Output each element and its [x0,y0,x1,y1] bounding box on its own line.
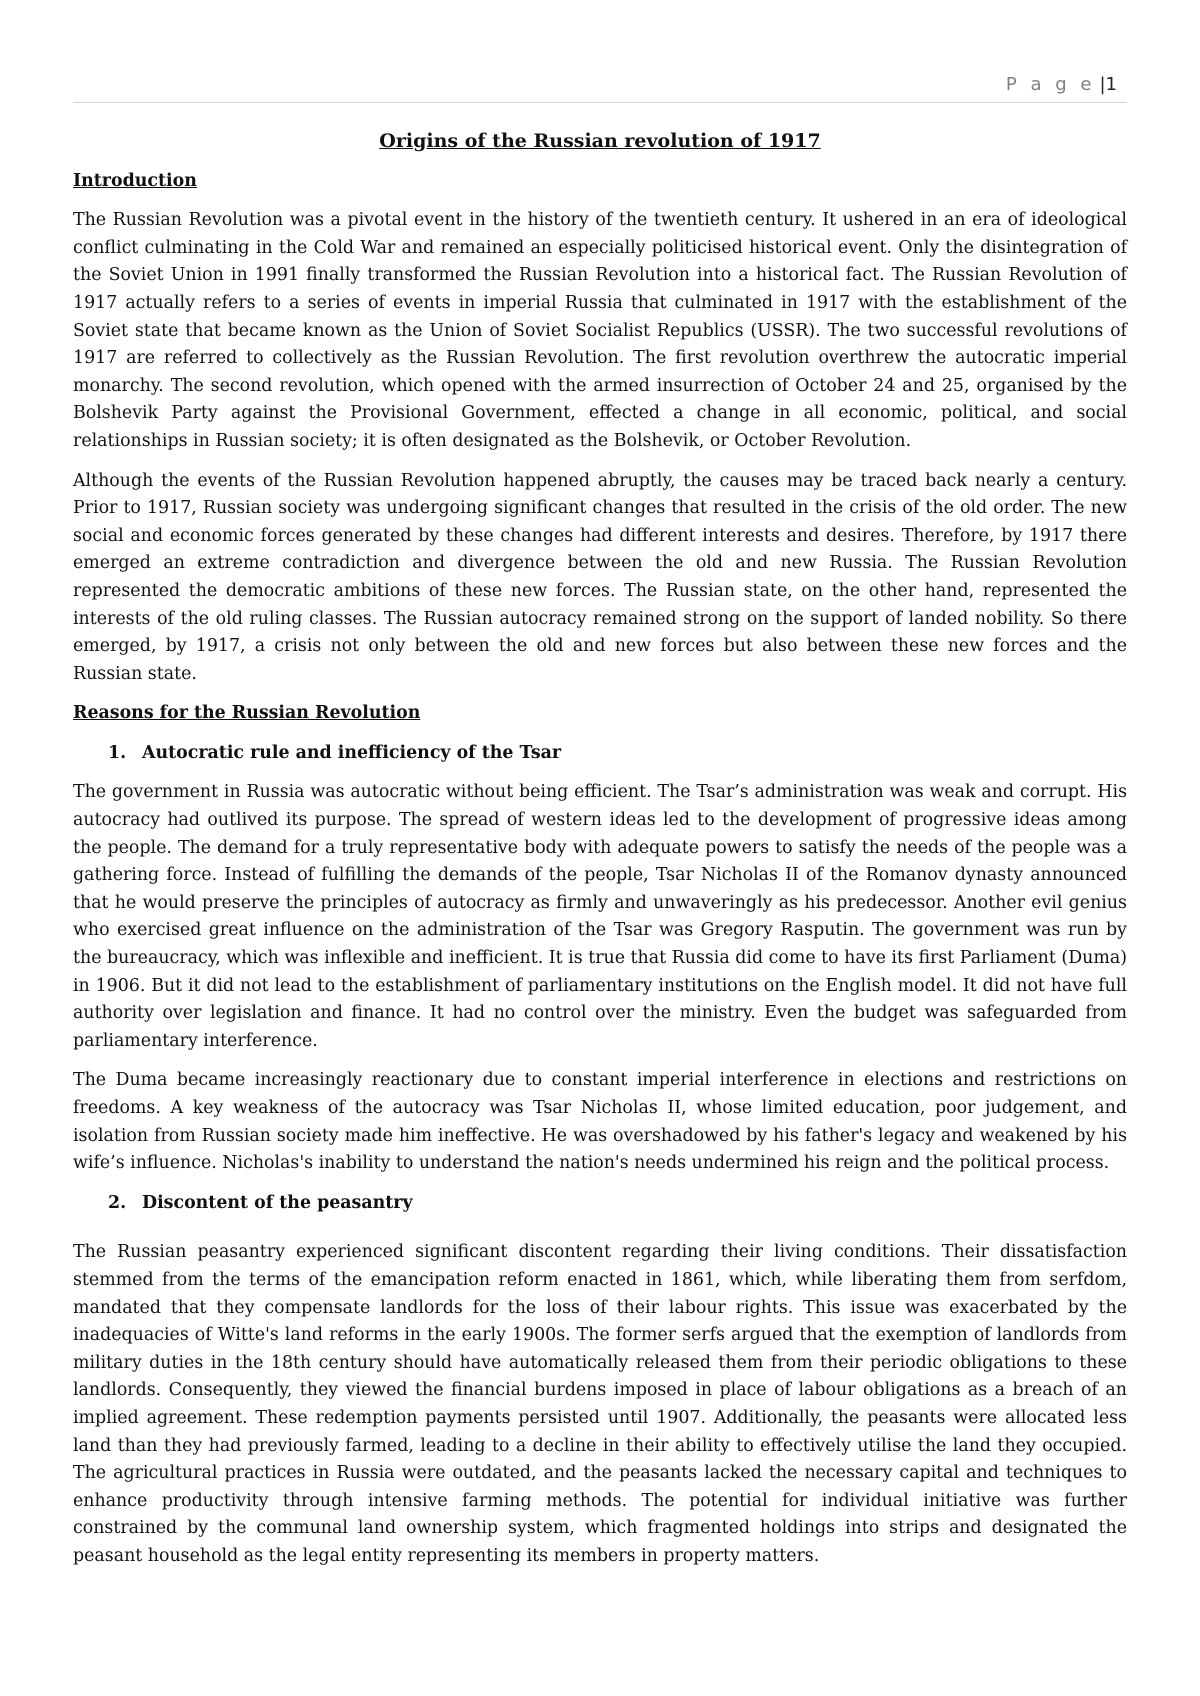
section-1-paragraph-1: The government in Russia was autocratic without being efficient. The Tsar’s administration was weak and corrupt. His autocracy had outlived its purpose. The spread of western ideas led to the development of progressive ideas among the people. The demand for a truly representative body with adequate powers to satisfy the needs of the people was a gathering force. Instead of fulfilling the demands of the people, Tsar Nicholas II of the Romanov dynasty announced that he would preserve the principles of autocracy as firmly and unwaveringly as his predecessor. Another evil genius who exercised great influence on the administration of the Tsar was Gregory Rasputin. The government was run by the bureaucracy, which was inflexible and inefficient. It is true that Russia did come to have its first Parliament (Duma) in 1906. But it did not lead to the establishment of parliamentary institutions on the English model. It did not have full authority over legislation and finance. It had no control over the ministry. Even the budget was safeguarded from parliamentary interference. [73,782,1127,1051]
page-number: 1 [1105,74,1117,95]
section-2-number: 2. [108,1192,127,1213]
section-2-paragraph-1: The Russian peasantry experienced significant discontent regarding their living conditions. Their dissatisfaction stemmed from the terms of the emancipation reform enacted in 1861, which, while liberating them from serfdom, mandated that they compensate landlords for the loss of their labour rights. This issue was exacerbated by the inadequacies of Witte's land reforms in the early 1900s. The former serfs argued that the exemption of landlords from military duties in the 18th century should have automatically released them from their periodic obligations to these landlords. Consequently, they viewed the financial burdens imposed in place of labour obligations as a breach of an implied agreement. These redemption payments persisted until 1907. Additionally, the peasants were allocated less land than they had previously farmed, leading to a decline in their ability to effectively utilise the land they occupied. The agricultural practices in Russia were outdated, and the peasants lacked the necessary capital and techniques to enhance productivity through intensive farming methods. The potential for individual initiative was further constrained by the communal land ownership system, which fragmented holdings into strips and designated the peasant household as the legal entity representing its members in property matters. [73,1242,1127,1566]
section-1-heading [73,740,1127,768]
section-1-number: 1. [108,742,127,763]
page-separator: | [1099,74,1106,95]
page-number-label [1006,74,1117,95]
document-body [73,128,1127,1583]
section-1-paragraph-2: The Duma became increasingly reactionary due to constant imperial interference in elections and restrictions on freedoms. A key weakness of the autocracy was Tsar Nicholas II, whose limited education, poor judgement, and isolation from Russian society made him ineffective. He was overshadowed by his father's legacy and weakened by his wife’s influence. Nicholas's inability to understand the nation's needs undermined his reign and the political process. [73,1070,1127,1174]
introduction-heading: Introduction [73,170,197,191]
page-header [73,72,1127,103]
intro-paragraph-2: Although the events of the Russian Revolution happened abruptly, the causes may be traced back nearly a century. Prior to 1917, Russian society was undergoing significant changes that resulted in the crisis of the old order. The new social and economic forces generated by these changes had different interests and desires. Therefore, by 1917 there emerged an extreme contradiction and divergence between the old and new Russia. The Russian Revolution represented the democratic ambitions of these new forces. The Russian state, on the other hand, represented the interests of the old ruling classes. The Russian autocracy remained strong on the support of landed nobility. So there emerged, by 1917, a crisis not only between the old and new forces but also between these new forces and the Russian state. [73,470,1127,684]
section-2-spacer [73,1229,1127,1239]
section-2-heading [73,1190,1127,1218]
document-title: Origins of the Russian revolution of 1917 [379,130,821,152]
section-2-title: Discontent of the peasantry [142,1192,413,1213]
section-1-title: Autocratic rule and inefficiency of the Tsar [142,742,562,763]
reasons-heading: Reasons for the Russian Revolution [73,703,421,724]
page-label: P a g e [1005,74,1096,95]
intro-paragraph-1: The Russian Revolution was a pivotal event in the history of the twentieth century. It ushered in an era of ideological conflict culminating in the Cold War and remained an especially politicised historical event. Only the disintegration of the Soviet Union in 1991 finally transformed the Russian Revolution into a historical fact. The Russian Revolution of 1917 actually refers to a series of events in imperial Russia that culminated in 1917 with the establishment of the Soviet state that became known as the Union of Soviet Socialist Republics (USSR). The two successful revolutions of 1917 are referred to collectively as the Russian Revolution. The first revolution overthrew the autocratic imperial monarchy. The second revolution, which opened with the armed insurrection of October 24 and 25, organised by the Bolshevik Party against the Provisional Government, effected a change in all economic, political, and social relationships in Russian society; it is often designated as the Bolshevik, or October Revolution. [73,210,1127,451]
